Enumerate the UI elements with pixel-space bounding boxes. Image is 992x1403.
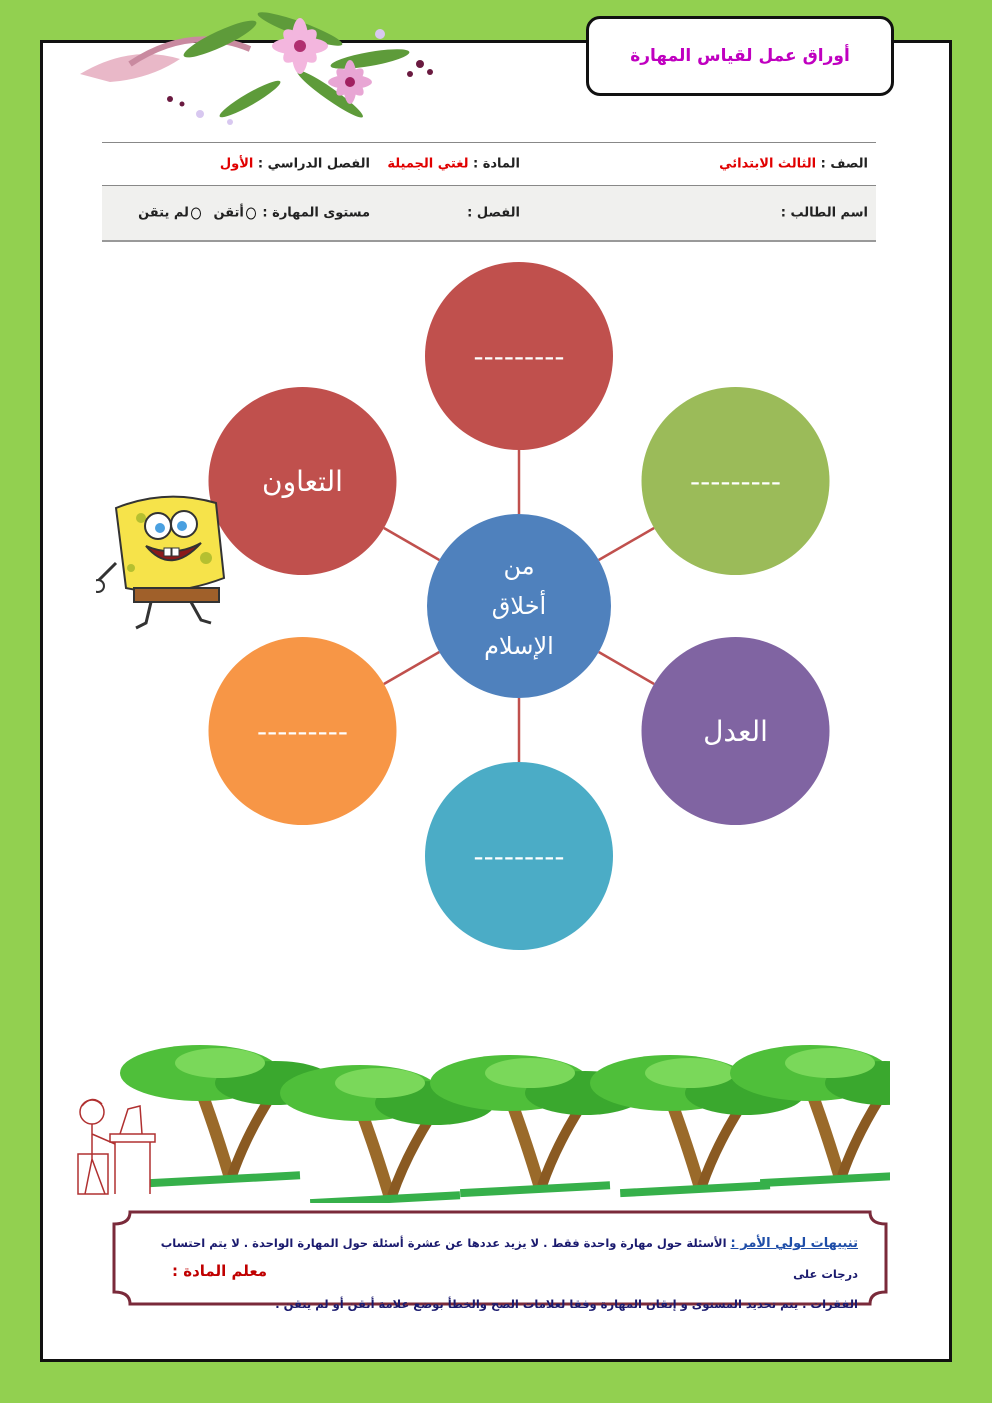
node-text-upper-right: ---------: [690, 465, 781, 498]
connector-lower-left: [384, 652, 439, 684]
subject-label: المادة :: [472, 156, 520, 172]
skill-level-label: مستوى المهارة :: [262, 205, 370, 221]
center-text-line: الإسلام: [484, 632, 554, 660]
connector-upper-right: [599, 528, 654, 560]
student-name-label: اسم الطالب :: [780, 205, 868, 221]
node-text-top: ---------: [473, 340, 565, 373]
class-label: الفصل :: [467, 205, 520, 221]
node-text-upper-left: التعاون: [262, 465, 343, 498]
option-not-mastered: لم يتقن: [138, 205, 189, 221]
node-text-lower-left: ---------: [257, 715, 348, 748]
sponge-character-illustration: [96, 488, 246, 638]
grade-value: الثالث الابتدائي: [719, 156, 817, 172]
semester-label: الفصل الدراسي :: [257, 156, 370, 172]
student-at-desk-illustration: [70, 1094, 160, 1204]
option-mastered: أتقن: [213, 205, 244, 221]
center-text-line: من: [503, 552, 535, 580]
notes-line-1: تنبيهات لولي الأمر : الأسئلة حول مهارة واحدة فقط . لا يزيد عددها عن عشرة أسئلة حول المهارة الواحدة . لا يتم احتساب درجات على: [160, 1236, 858, 1281]
teacher-label: معلم المادة :: [172, 1262, 268, 1280]
grade-label: الصف :: [820, 156, 868, 172]
page-title: أوراق عمل لقياس المهارة: [630, 46, 850, 66]
palm-trees-decoration: [120, 1028, 890, 1203]
node-text-bottom: ---------: [473, 840, 565, 873]
notes-heading: تنبيهات لولي الأمر :: [730, 1236, 858, 1251]
node-text-lower-right: العدل: [703, 715, 768, 748]
palm-tree: [730, 1045, 890, 1187]
subject-value: لغتي الجميلة: [387, 156, 469, 172]
notes-line-2: الفقرات . يتم تحديد المستوى و إتقان المهارة وفقا لعلامات الصح والخطأ بوضع علامة أتقن أو لم يتقن .: [275, 1297, 858, 1311]
connector-upper-left: [384, 528, 439, 560]
center-text-line: أخلاق: [491, 592, 547, 620]
connector-lower-right: [599, 652, 654, 684]
semester-value: الأول: [219, 156, 254, 172]
